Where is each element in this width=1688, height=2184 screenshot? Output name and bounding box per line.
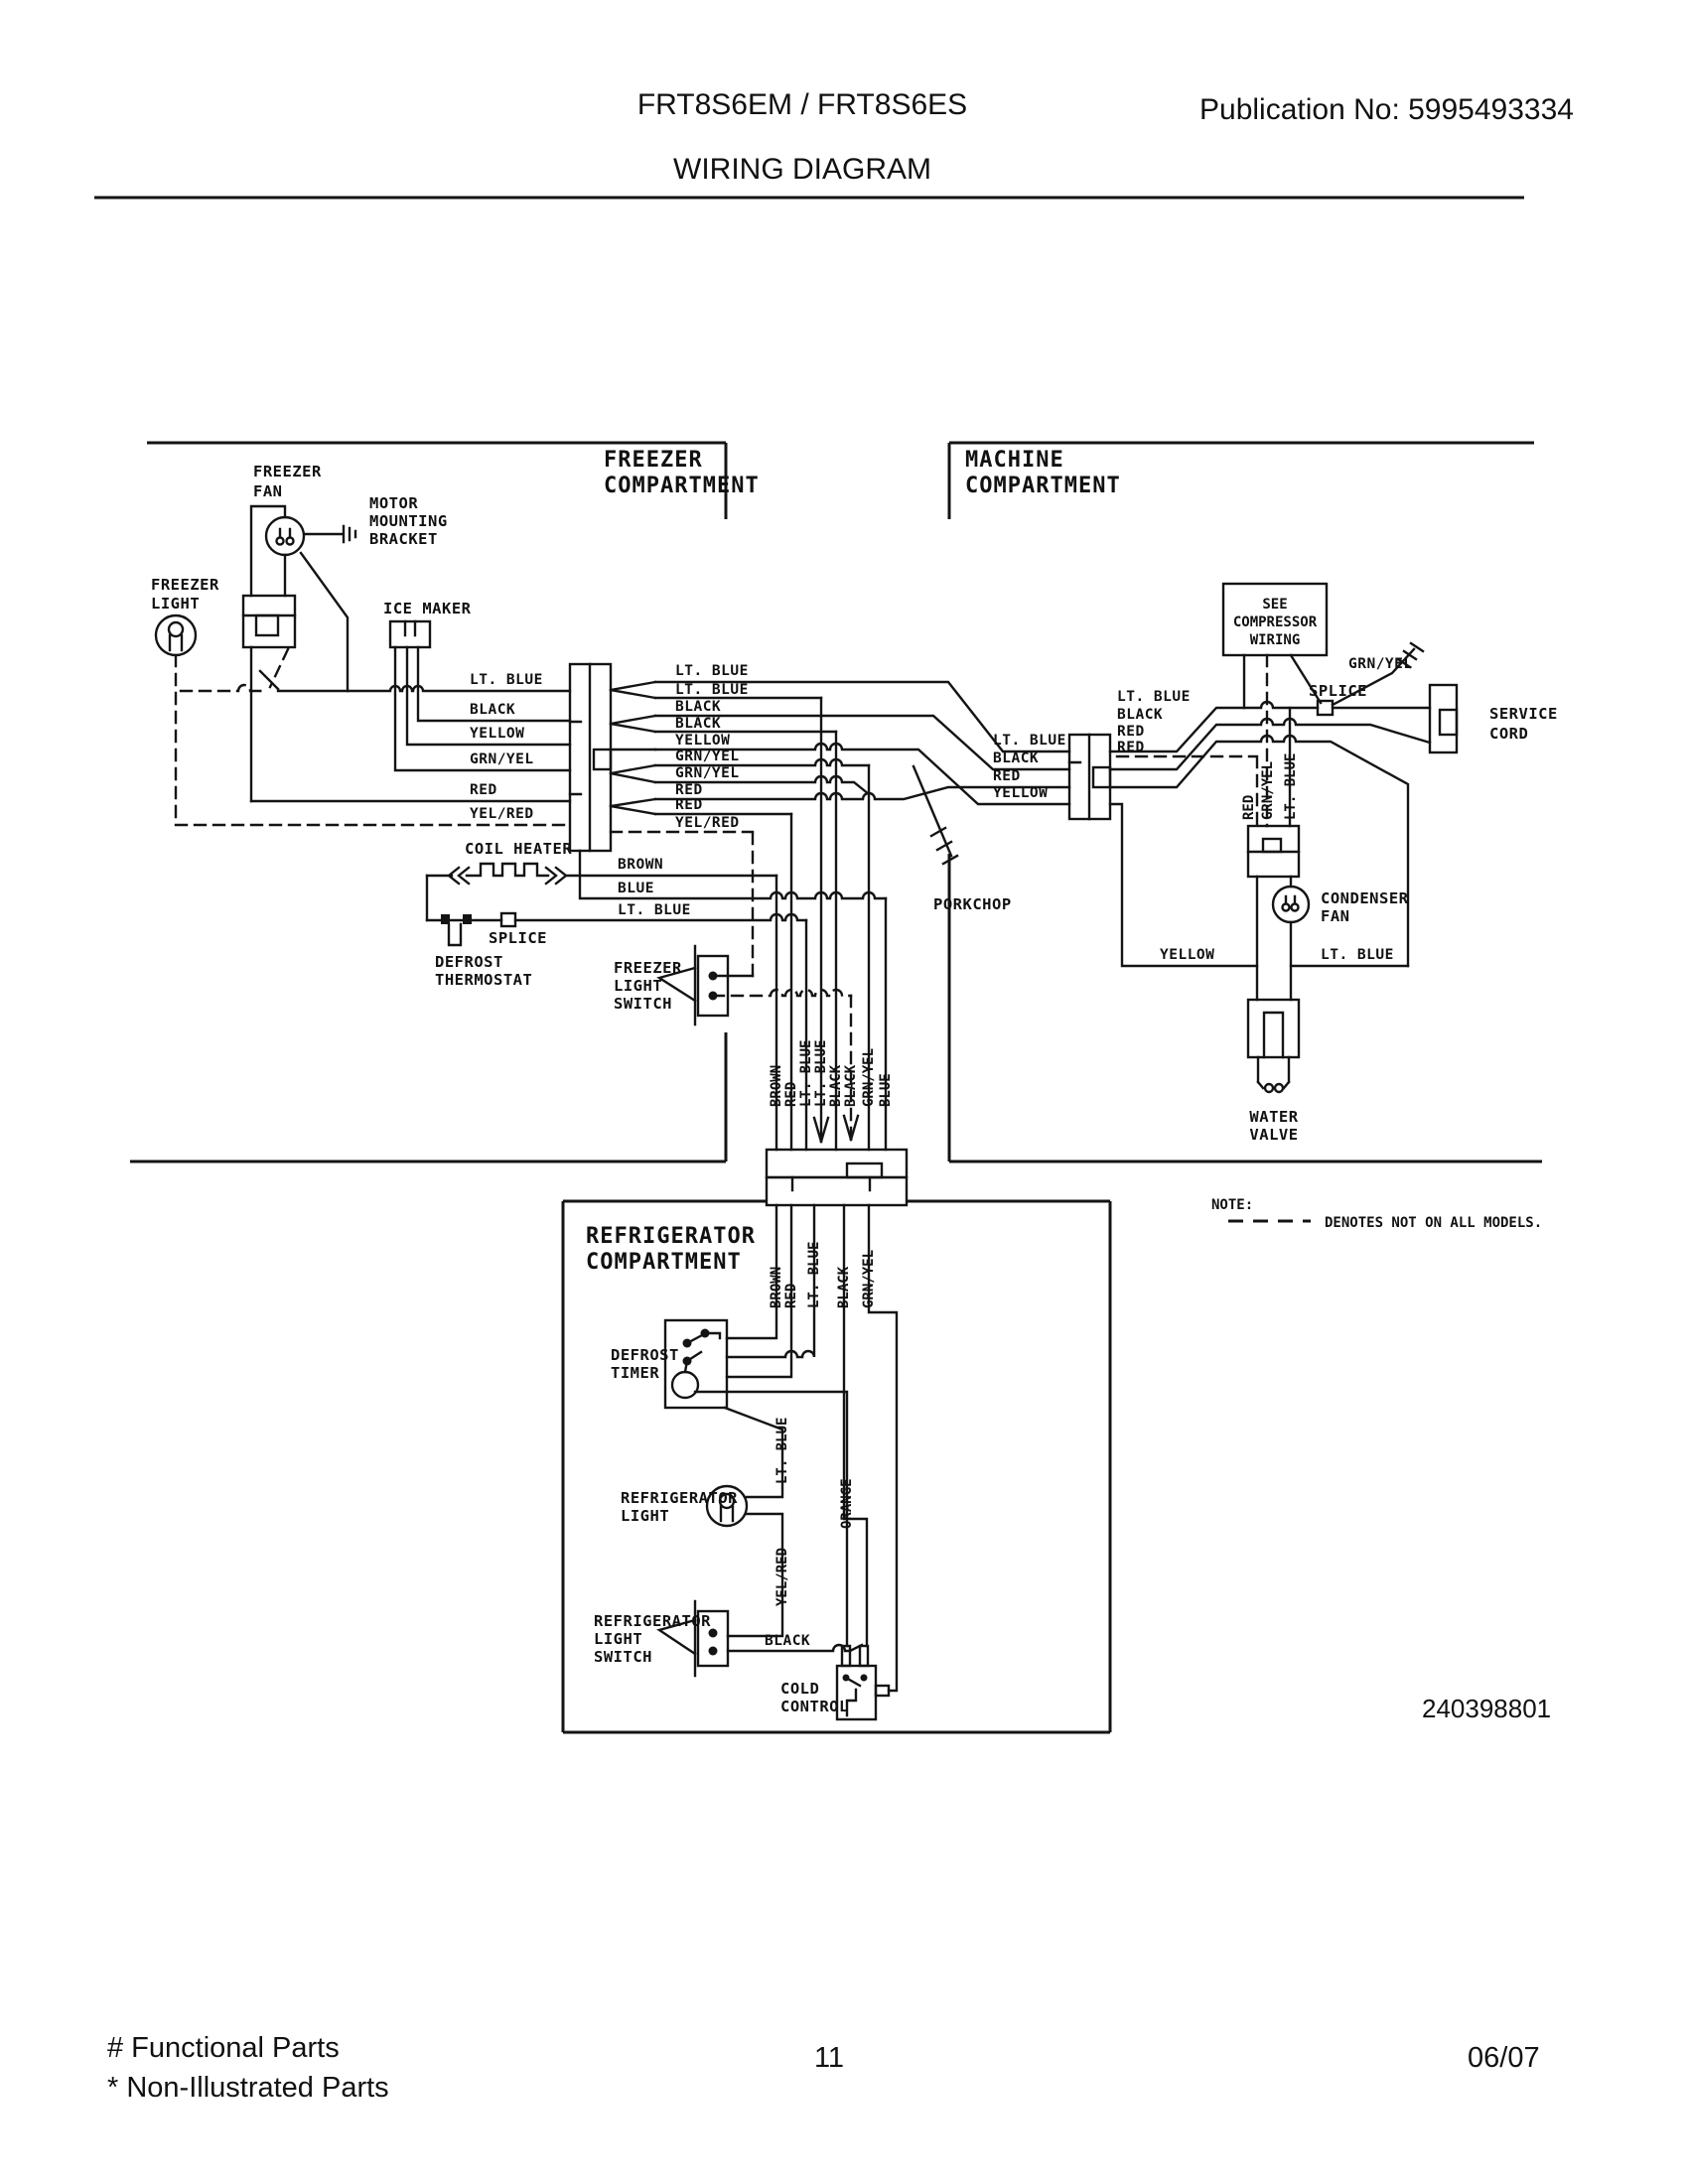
machine-right-wires xyxy=(1110,689,1430,966)
cold-control-label: COLD xyxy=(780,1680,820,1698)
wire-label-vertical: RED xyxy=(783,1283,799,1308)
bulkhead-connector xyxy=(767,1150,907,1205)
functional-parts-note: # Functional Parts xyxy=(107,2032,340,2064)
wire-label-vertical: LT. BLUE xyxy=(813,1039,829,1107)
page-title: WIRING DIAGRAM xyxy=(673,153,931,186)
condenser-fan-label2: FAN xyxy=(1321,907,1350,925)
wire-label-vertical: BLACK xyxy=(828,1064,844,1107)
wire-label-vertical: LT. BLUE xyxy=(806,1241,822,1308)
wire-label: GRN/YEL xyxy=(470,751,534,767)
refrigerator-compartment-label: REFRIGERATOR xyxy=(586,1224,756,1249)
note-heading: NOTE: xyxy=(1211,1197,1254,1213)
wire-label: RED xyxy=(1117,740,1145,755)
page-number: 11 xyxy=(813,2042,845,2074)
wire-label-vertical: LT. BLUE xyxy=(1283,752,1299,820)
refrigerator-light-switch-label3: SWITCH xyxy=(594,1648,652,1666)
water-valve-icon xyxy=(1248,966,1299,1144)
wire-label: BLACK xyxy=(675,716,722,732)
wire-label-vertical: BLACK xyxy=(843,1064,859,1107)
defrost-thermostat-icon xyxy=(427,914,532,989)
wire-label: YELLOW xyxy=(470,726,525,742)
wire-label: YELLOW xyxy=(1160,947,1215,963)
service-cord-label2: CORD xyxy=(1489,725,1529,743)
freezer-light-label: FREEZER xyxy=(151,576,219,594)
wire-label: BLUE xyxy=(618,881,654,896)
wire-label: BLACK xyxy=(1117,707,1164,723)
freezer-light-switch-label3: SWITCH xyxy=(614,995,672,1013)
condenser-fan-label: CONDENSER xyxy=(1321,889,1409,907)
defrost-timer-label: DEFROST xyxy=(611,1346,679,1364)
water-valve-label: WATER xyxy=(1249,1108,1299,1126)
motor-mounting-bracket-label: MOTOR xyxy=(369,494,419,512)
wire-label-vertical: RED xyxy=(1241,794,1257,820)
coil-heater-label: COIL HEATER xyxy=(465,840,573,858)
freezer-fan-icon xyxy=(243,463,348,801)
model-numbers: FRT8S6EM / FRT8S6ES xyxy=(636,88,968,121)
ice-maker-label: ICE MAKER xyxy=(383,600,472,617)
wire-label: LT. BLUE xyxy=(470,672,543,688)
refrigerator-light-label2: LIGHT xyxy=(621,1507,670,1525)
wire-label-vertical: GRN/YEL xyxy=(861,1249,877,1308)
wire-label-vertical: BROWN xyxy=(769,1064,784,1107)
freezer-light-label2: LIGHT xyxy=(151,595,201,613)
non-illustrated-parts-note: * Non-Illustrated Parts xyxy=(107,2072,389,2104)
service-cord-icon xyxy=(1430,685,1558,752)
compressor-label3: WIRING xyxy=(1249,632,1301,648)
publication-number: Publication No: 5995493334 xyxy=(1199,93,1574,126)
defrost-timer-icon xyxy=(611,1320,727,1408)
freezer-left-wires xyxy=(176,671,570,825)
defrost-thermostat-label: DEFROST xyxy=(435,953,503,971)
refrigerator-light-switch-label2: LIGHT xyxy=(594,1630,643,1648)
wire-label: GRN/YEL xyxy=(675,765,740,781)
splice-machine-icon xyxy=(1309,682,1367,715)
service-cord-label: SERVICE xyxy=(1489,705,1558,723)
wire-label: YELLOW xyxy=(675,733,731,749)
splice-machine-label: SPLICE xyxy=(1309,682,1367,700)
refrigerator-light-switch-label: REFRIGERATOR xyxy=(594,1612,711,1630)
defrost-timer-label2: TIMER xyxy=(611,1364,660,1382)
freezer-light-switch-label2: LIGHT xyxy=(614,977,663,995)
compressor-label: SEE xyxy=(1262,597,1288,613)
wire-label: RED xyxy=(993,768,1021,784)
wire-label-vertical: GRN/YEL xyxy=(1260,760,1276,820)
wire-label: LT. BLUE xyxy=(1321,947,1394,963)
wire-label-vertical: LT. BLUE xyxy=(774,1417,790,1484)
water-valve-label2: VALVE xyxy=(1249,1126,1299,1144)
page-footer xyxy=(107,2032,1540,2104)
wire-label-vertical: LT. BLUE xyxy=(798,1039,814,1107)
wire-label-vertical: ORANGE xyxy=(839,1478,855,1529)
splice-freezer-icon xyxy=(489,913,547,947)
wire-label: GRN/YEL xyxy=(675,749,740,764)
machine-connector xyxy=(993,733,1110,819)
wire-label: YEL/RED xyxy=(675,815,740,831)
compressor-label2: COMPRESSOR xyxy=(1232,614,1318,630)
wire-label-vertical: RED xyxy=(783,1081,799,1107)
refrigerator-light-switch-icon xyxy=(594,1601,862,1676)
wire-label: RED xyxy=(675,782,703,798)
wire-label: LT. BLUE xyxy=(675,663,749,679)
page-header xyxy=(94,88,1574,198)
note-text: DENOTES NOT ON ALL MODELS. xyxy=(1325,1215,1543,1231)
freezer-fan-label2: FAN xyxy=(253,482,283,500)
note-block xyxy=(1211,1197,1542,1231)
machine-compartment-label: MACHINE xyxy=(965,448,1064,473)
freezer-compartment-label: FREEZER xyxy=(604,448,703,473)
cold-control-label2: CONTROL xyxy=(780,1698,849,1715)
freezer-connector xyxy=(570,664,655,851)
wire-label-vertical: BLACK xyxy=(836,1266,852,1308)
wire-label: LT. BLUE xyxy=(675,682,749,698)
wire-bundle-lower xyxy=(727,1205,897,1691)
wire-label: RED xyxy=(1117,724,1145,740)
wire-label-vertical: YEL/RED xyxy=(774,1547,790,1606)
doc-number: 240398801 xyxy=(1422,1694,1552,1723)
porkchop-label: PORKCHOP xyxy=(933,895,1012,913)
cold-control-icon xyxy=(780,1646,889,1719)
motor-mounting-bracket-icon xyxy=(305,494,448,548)
wire-label: BLACK xyxy=(470,702,516,718)
ground-wire-label: GRN/YEL xyxy=(1348,656,1413,672)
wire-label: YEL/RED xyxy=(470,806,534,822)
splice-freezer-label: SPLICE xyxy=(489,929,547,947)
footer-date: 06/07 xyxy=(1468,2042,1540,2074)
wire-label-vertical: BROWN xyxy=(769,1266,784,1308)
refrigerator-light-icon xyxy=(621,1408,790,1636)
refrigerator-light-label: REFRIGERATOR xyxy=(621,1489,738,1507)
wire-label: BLACK xyxy=(993,751,1040,766)
wire-label: LT. BLUE xyxy=(1117,689,1191,705)
freezer-compartment-label2: COMPARTMENT xyxy=(604,474,760,498)
freezer-light-switch-label: FREEZER xyxy=(614,959,682,977)
wire-label: BROWN xyxy=(618,857,664,873)
motor-mounting-bracket-label3: BRACKET xyxy=(369,530,438,548)
wire-label: YELLOW xyxy=(993,785,1049,801)
wire-label: RED xyxy=(675,797,703,813)
wire-label-vertical: GRN/YEL xyxy=(861,1047,877,1107)
coil-heater-rows xyxy=(515,851,886,920)
refrigerator-compartment-label2: COMPARTMENT xyxy=(586,1250,742,1275)
wire-label-vertical: BLUE xyxy=(878,1073,894,1107)
defrost-thermostat-label2: THERMOSTAT xyxy=(435,971,533,989)
freezer-light-icon xyxy=(151,576,219,825)
freezer-fan-label: FREEZER xyxy=(253,463,322,480)
wire-label: LT. BLUE xyxy=(618,902,691,918)
motor-mounting-bracket-label2: MOUNTING xyxy=(369,512,448,530)
wire-label: LT. BLUE xyxy=(993,733,1066,749)
machine-compartment-label2: COMPARTMENT xyxy=(965,474,1121,498)
wire-label: BLACK xyxy=(675,699,722,715)
wire-label: RED xyxy=(470,782,497,798)
wire-label: BLACK xyxy=(765,1633,811,1649)
